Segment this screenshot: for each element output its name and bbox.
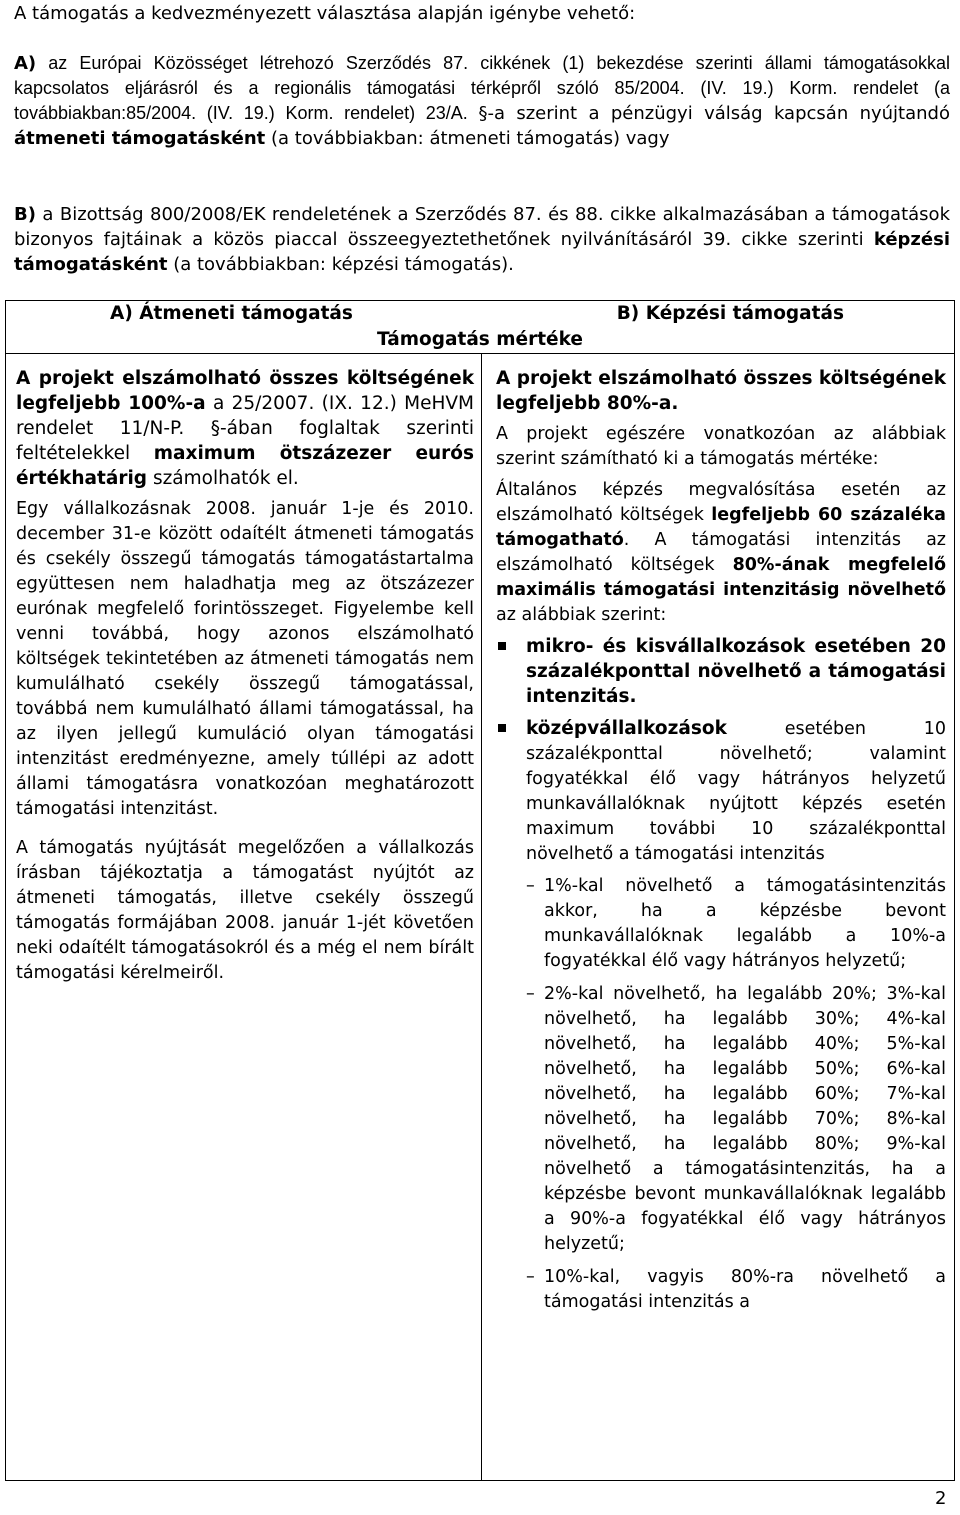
square-bullet-icon	[498, 724, 506, 732]
column-b-p3-bold-2: 80%-ának megfelelő maximális támogatási intenzitásig növelhető	[496, 555, 946, 600]
list-item	[496, 982, 946, 1257]
column-a-paragraph-3: A támogatás nyújtását megelőzően a vállalkozás írásban tájékoztatja a támogatást nyújtót az átmeneti támogatás, illetve csekély összegű támogatás formájában 2008. január 1-jét követően neki odaítélt támogatásokról és a még el nem bírált támogatási kérelmeiről.	[16, 838, 474, 983]
column-b-paragraph-3	[496, 478, 946, 628]
column-a-p1-text-2: számolhatók el.	[147, 468, 299, 489]
dash-item-3: 10%-kal, vagyis 80%-ra növelhető a támogatási intenzitás a	[544, 1267, 946, 1312]
column-b-cell	[482, 354, 955, 1481]
dash-bullet-icon: –	[526, 876, 535, 896]
dash-item-1: 1%-kal növelhető a támogatásintenzitás akkor, ha a képzésbe bevont munkavállalóknak legalább a 10%-a fogyatékkal élő vagy hátrányos helyzetű;	[544, 876, 946, 971]
option-b-bold: képzési támogatásként	[14, 229, 950, 275]
option-b-label: B)	[14, 204, 36, 225]
page-heading: A támogatás a kedvezményezett választása alapján igénybe vehető:	[14, 3, 636, 24]
table-header-cell	[6, 301, 955, 354]
option-a-bold: átmeneti támogatásként	[14, 128, 266, 149]
dash-list	[496, 874, 946, 1315]
column-a-p1-bold: A projekt elszámolható összes költségének legfeljebb 100%-a	[16, 368, 474, 414]
column-b-p3-text: Általános képzés megvalósítása esetén az elszámolható költségek	[496, 480, 946, 525]
list-item	[496, 874, 946, 974]
column-b-p3-text-2: . A támogatási intenzitás az elszámolható költségek	[496, 530, 946, 575]
dash-bullet-icon: –	[526, 1267, 535, 1287]
column-a-cell	[6, 354, 482, 1481]
column-b-p3-text-3: az alábbiak szerint:	[496, 605, 667, 625]
column-a-paragraph-2: Egy vállalkozásnak 2008. január 1-je és 2010. december 31-e között odaítélt átmeneti támogatás és csekély összegű támogatás támogatástartalma együttesen nem haladhatja meg az ötszázezer eurónak megfelelő forintösszeget. Figyelembe kell venni továbbá, hogy azonos elszámolható költségek tekintetében az átmeneti támogatás nem kumulálható csekély összegű támogatással, továbbá nem kumulálható állami támogatással, ha az ilyen jellegű kumuláció olyan támogatási intenzitást eredményezne, amely túllépi az adott állami támogatásra vonatkozóan meghatározott támogatási intenzitást.	[16, 499, 474, 819]
option-a-text-2: §-a szerint a pénzügyi válság kapcsán nyújtandó	[478, 103, 950, 124]
column-b-title: B) Képzési támogatás	[616, 303, 844, 324]
option-a-label: A)	[14, 53, 37, 74]
option-a-text-3: (a továbbiakban: átmeneti támogatás) vagy	[265, 128, 670, 149]
column-b-paragraph-2: A projekt egészére vonatkozóan az alábbiak szerint számítható ki a támogatás mértéke:	[496, 424, 946, 469]
column-b-paragraph-1	[496, 366, 946, 416]
bullet-2-text: esetében 10 százalékponttal növelhető; valamint fogyatékkal élő vagy hátrányos helyzetű munkavállalóknak nyújtott képzés esetén maximum további 10 százalékponttal növelhető a támogatási intenzitás	[526, 719, 946, 864]
list-item	[496, 1265, 946, 1315]
comparison-table	[5, 300, 955, 1481]
column-b-p1-bold: A projekt elszámolható összes költségének legfeljebb 80%-a.	[496, 368, 947, 414]
option-b-text-2: (a továbbiakban: képzési támogatás).	[167, 254, 514, 275]
table-header-row	[6, 301, 955, 354]
square-bullet-icon	[498, 642, 506, 650]
column-a-p1-bold-2: maximum ötszázezer eurós értékhatárig	[16, 443, 475, 489]
bullet-list	[496, 634, 946, 867]
list-item	[496, 716, 946, 867]
list-item	[496, 634, 946, 709]
option-a-text: az Európai Közösséget létrehozó Szerződés 87. cikkének (1) bekezdése szerinti állami támogatásokkal kapcsolatos eljárásról és a regionális támogatási térképről szóló 85/2004. (IV. 19.) Korm. rendelet (a továbbiakban:85/2004. (IV. 19.) Korm. rendelet) 23/A.	[14, 53, 950, 123]
table-subheader: Támogatás mértéke	[377, 329, 583, 350]
dash-bullet-icon: –	[526, 984, 535, 1004]
column-a-title: A) Átmeneti támogatás	[110, 303, 353, 324]
column-b-p3-bold: legfeljebb 60 százaléka támogatható	[496, 505, 946, 550]
dash-item-2: 2%-kal növelhető, ha legalább 20%; 3%-kal növelhető, ha legalább 30%; 4%-kal növelhető, ha legalább 40%; 5%-kal növelhető, ha legalább 50%; 6%-kal növelhető, ha legalább 60%; 7%-kal növelhető, ha legalább 70%; 8%-kal növelhető, ha legalább 80%; 9%-kal növelhető a támogatásintenzitás, ha a képzésbe bevont munkavállalóknak legalább a 90%-a fogyatékkal élő vagy hátrányos helyzetű;	[544, 984, 946, 1254]
column-a-paragraph-1	[16, 366, 474, 491]
bullet-2-bold: középvállalkozások	[526, 718, 727, 739]
option-b-paragraph	[14, 202, 950, 277]
column-a-p1-text: a 25/2007. (IX. 12.) MeHVM rendelet 11/N-P. §-ában foglaltak szerinti feltételekkel	[16, 393, 475, 464]
page-number: 2	[935, 1488, 947, 1509]
table-body-row	[6, 354, 955, 1481]
option-a-paragraph	[14, 51, 950, 151]
option-b-text: a Bizottság 800/2008/EK rendeletének a Szerződés 87. és 88. cikke alkalmazásában a támogatások bizonyos fajtáinak a közös piaccal összeegyeztethetőnek nyilvánításáról 39. cikke szerinti	[14, 204, 950, 250]
bullet-1-bold: mikro- és kisvállalkozások esetében 20 százalékponttal növelhető a támogatási intenzitás.	[526, 636, 946, 707]
